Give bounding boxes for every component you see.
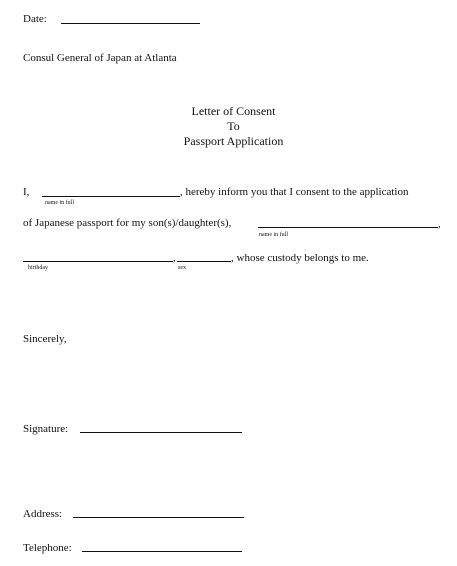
sex-caption: sex xyxy=(178,265,186,271)
sex-field[interactable] xyxy=(177,261,231,262)
passport-clause: of Japanese passport for my son(s)/daughter(s), xyxy=(23,217,232,229)
address-field[interactable] xyxy=(73,517,244,518)
date-field[interactable] xyxy=(61,23,200,24)
child-name-field[interactable] xyxy=(258,227,438,228)
birthday-field[interactable] xyxy=(23,261,173,262)
child-name-comma: , xyxy=(438,218,441,230)
consent-clause: , hereby inform you that I consent to the application xyxy=(180,186,409,198)
address-label: Address: xyxy=(23,508,63,520)
birthday-comma: , xyxy=(173,252,176,264)
parent-name-caption: name in full xyxy=(45,200,74,206)
body-pronoun: I, xyxy=(23,186,30,198)
telephone-field[interactable] xyxy=(82,551,242,552)
letter-title: Letter of Consent xyxy=(191,104,276,118)
letter-title-to: To xyxy=(227,119,240,133)
parent-name-field[interactable] xyxy=(42,196,180,197)
recipient-line: Consul General of Japan at Atlanta xyxy=(23,52,177,64)
custody-clause: , whose custody belongs to me. xyxy=(231,252,369,264)
birthday-caption: birthday xyxy=(28,265,48,271)
date-label: Date: xyxy=(23,13,47,25)
child-name-caption: name in full xyxy=(259,232,288,238)
telephone-label: Telephone: xyxy=(23,542,72,554)
letter-title-subject: Passport Application xyxy=(183,134,284,148)
signature-field[interactable] xyxy=(80,432,242,433)
signature-label: Signature: xyxy=(23,423,69,435)
closing: Sincerely, xyxy=(23,333,67,345)
